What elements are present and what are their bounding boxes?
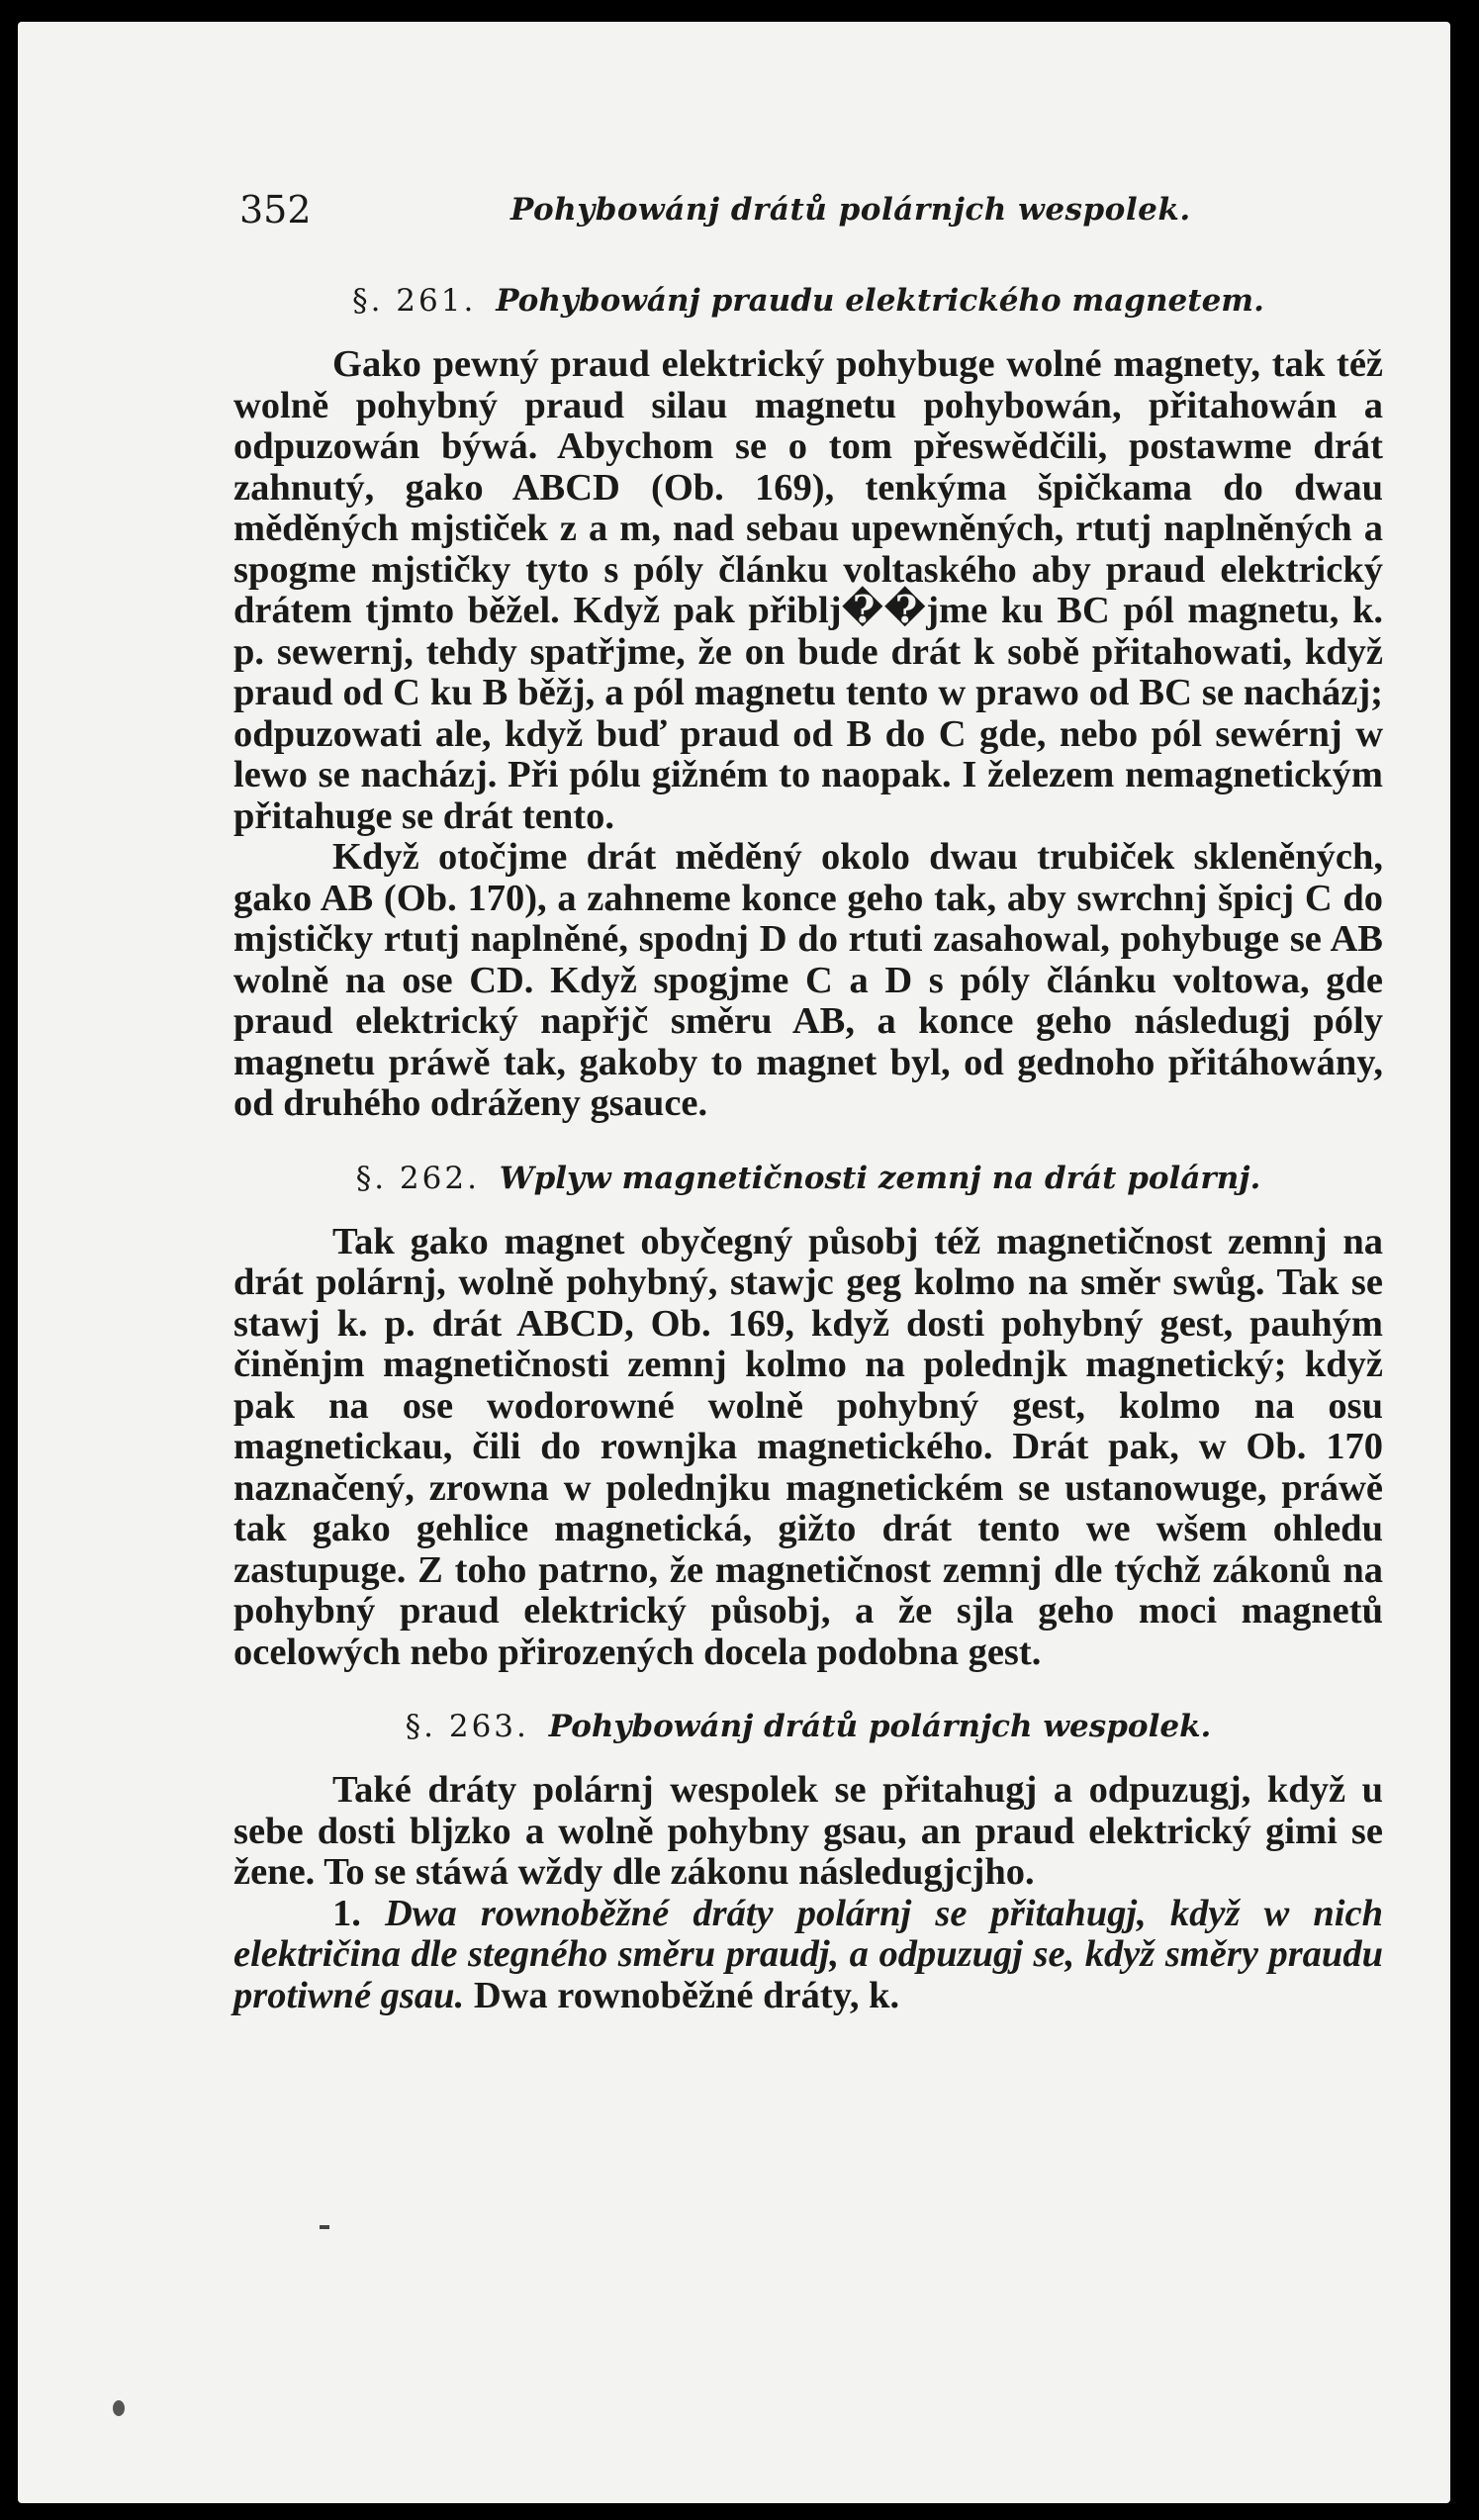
section-title: Wplyw magnetičnosti zemnj na drát polárnj. (499, 1160, 1261, 1196)
section-title: Pohybowánj praudu elektrického magnetem. (496, 283, 1264, 319)
paragraph-text: Když otočjme drát měděný okolo dwau trubiček skleněných, gako AB (Ob. 170), a zahneme konce geho tak, aby swrchnj špicj C do mjstičky rtutj naplněné, spodnj D do rtuti zasahowal, pohybuge se AB wolně na ose CD. Když spogjme C a D s póly článku voltowa, gde praud elektrický napřjč směru AB, a konce geho následugj póly magnetu práwě tak, gakoby to magnet byl, od gednoho přitáhowány, od druhého odráženy gsauce. (233, 836, 1383, 1124)
section-number: §. 263. (405, 1709, 529, 1744)
section-number: §. 261. (352, 283, 477, 319)
paragraph (233, 1222, 1383, 1674)
ink-speck (320, 2225, 329, 2229)
section-heading-263 (233, 1709, 1383, 1744)
book-page (18, 22, 1450, 2503)
running-head (233, 188, 1383, 239)
rule-statement: Dwa rownoběžné dráty polárnj se přitahugj, když w nich električina dle stegného směru praudj, a odpuzugj se, když směry praudu protiwné gsau. (233, 1892, 1383, 2016)
page-content (233, 188, 1383, 2016)
rule-number: 1. (332, 1892, 361, 1934)
page-number: 352 (239, 188, 312, 232)
paragraph-text: Tak gako magnet obyčegný působj též magnetičnost zemnj na drát polárnj, wolně pohybný, stawjc geg kolmo na směr swůg. Tak se stawj k. p. drát ABCD, Ob. 169, když dosti pohybný gest, pauhým činěnjm magnetičnosti zemnj kolmo na polednjk magnetický; když pak na ose wodorowné wolně pohybný gest, kolmo na osu magnetickau, čili do rownjka magnetického. Drát pak, w Ob. 170 naznačený, zrowna w polednjku magnetickém se ustanowuge, práwě tak gako gehlice magnetická, gižto drát tento we wšem ohledu zastupuge. Z toho patrno, že magnetičnost zemnj dle týchž zákonů na pohybný praud elektrický působj, a že sjla geho moci magnetů ocelowých nebo přirozených docela podobna gest. (233, 1220, 1383, 1673)
paragraph (233, 837, 1383, 1125)
running-title: Pohybowánj drátů polárnjch wespolek. (510, 192, 1191, 228)
paragraph-text: Gako pewný praud elektrický pohybuge wolné magnety, tak též wolně pohybný praud silau magnetu pohybowán, přitahowán a odpuzowán býwá. Abychom se o tom přeswědčili, postawme drát zahnutý, gako ABCD (Ob. 169), tenkýma špičkama do dwau měděných mjstiček z a m, nad sebau upewněných, rtutj naplněných a spogme mjstičky tyto s póly článku voltaského aby praud elektrický drátem tjmto běžel. Když pak přiblj��jme ku BC pól magnetu, k. p. sewernj, tehdy spatřjme, že on bude drát k sobě přitahowati, když praud od C ku B běžj, a pól magnetu tento w prawo od BC se nacházj; odpuzowati ale, když buď praud od B do C gde, nebo pól sewérnj w lewo se nacházj. Při pólu gižném to naopak. I železem nemagnetickým přitahuge se drát tento. (233, 343, 1383, 837)
rule-continuation: Dwa rownoběžné dráty, k. (473, 1974, 900, 2016)
ink-speck (113, 2400, 125, 2416)
paragraph (233, 344, 1383, 837)
paragraph-text: Také dráty polárnj wespolek se přitahugj a odpuzugj, když u sebe dosti bljzko a wolně pohybny gsau, an praud elektrický gimi se žene. To se stáwá wždy dle zákonu následugjcjho. (233, 1769, 1383, 1893)
section-heading-261 (233, 283, 1383, 319)
section-title: Pohybowánj drátů polárnjch wespolek. (548, 1709, 1212, 1744)
paragraph (233, 1770, 1383, 1894)
rule-paragraph (233, 1894, 1383, 2017)
section-heading-262 (233, 1161, 1383, 1196)
section-number: §. 262. (355, 1160, 480, 1196)
